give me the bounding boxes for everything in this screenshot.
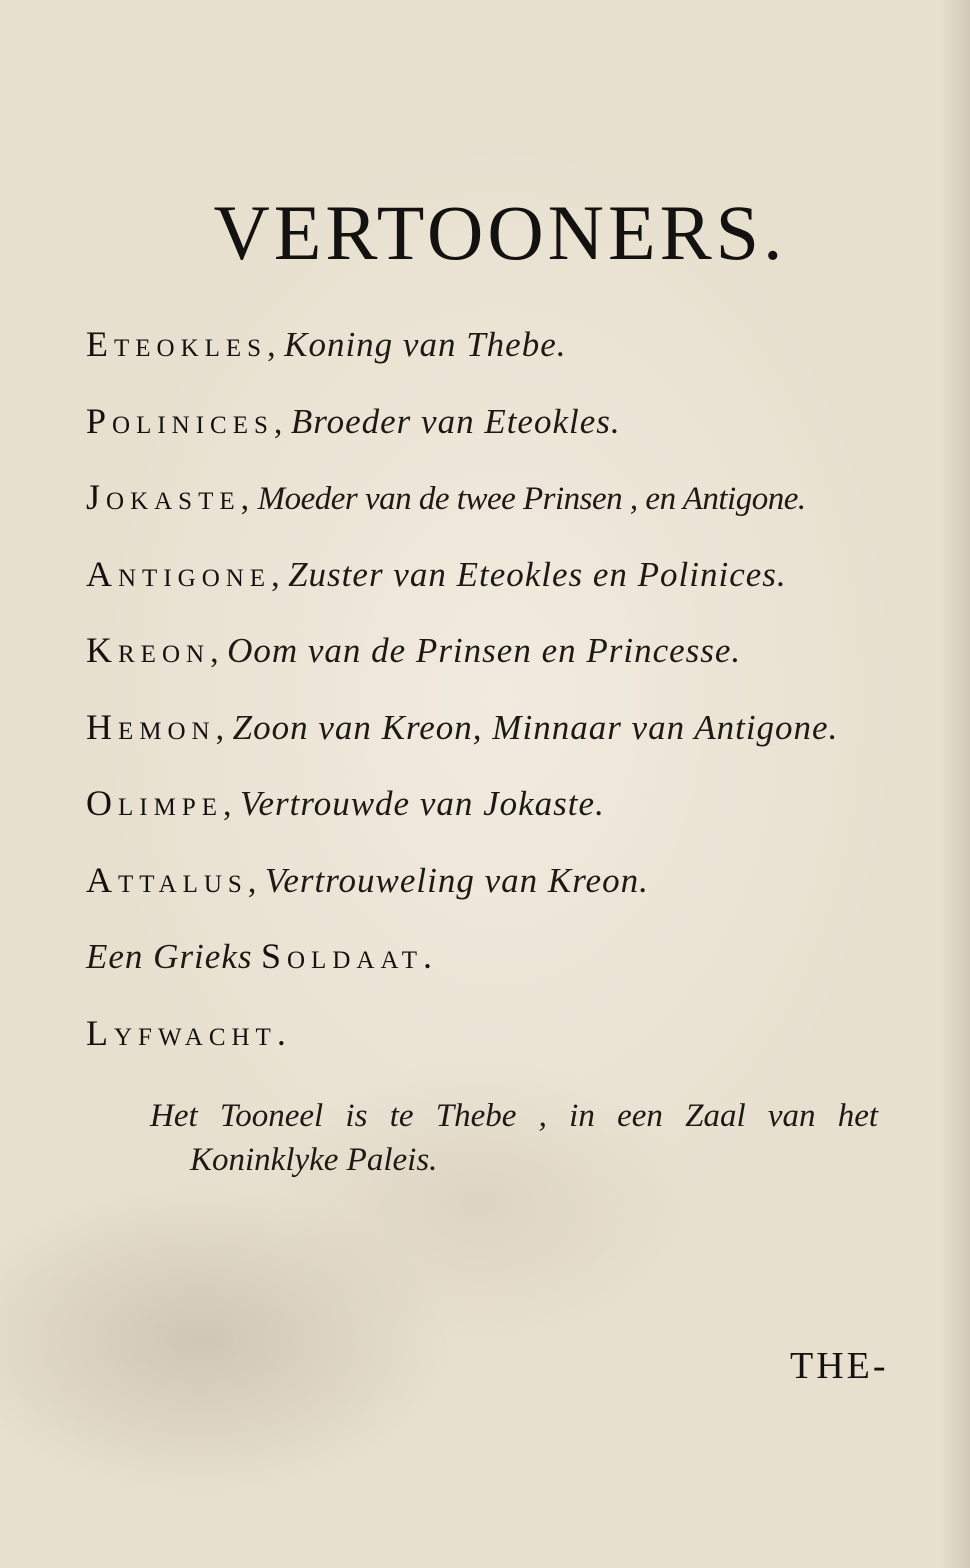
character-name: Kreon (86, 630, 211, 670)
scene-setting (150, 1094, 930, 1182)
character-name: Soldaat. (260, 936, 438, 976)
character-name: Attalus (86, 859, 248, 900)
character-role: Moeder van de twee Prinsen , en Antigone. (257, 481, 806, 517)
cast-entry (86, 1005, 966, 1082)
character-role: Broeder van Eteokles. (290, 401, 621, 441)
cast-entry (86, 928, 966, 1005)
character-role: Oom van de Prinsen en Princesse. (227, 631, 742, 670)
cast-entry: Attalus, Vertrouweling van Kreon. (86, 859, 649, 900)
character-name: Polinices (86, 400, 274, 441)
character-name: Hemon (86, 706, 216, 747)
cast-entry: Olimpe, Vertrouwde van Jokaste. (86, 783, 605, 823)
character-name: Eteokles (86, 324, 268, 364)
character-role: Zoon van Kreon, Minnaar van Antigone. (232, 707, 839, 747)
scene-line: Koninklyke Paleis. (190, 1142, 438, 1178)
character-role: Zuster van Eteokles en Polinices. (288, 554, 787, 594)
character-name: Antigone (86, 553, 272, 594)
character-name: Olimpe (86, 783, 223, 823)
cast-entry: Polinices, Broeder van Eteokles. (86, 400, 621, 441)
scene-line: Het Tooneel is te Thebe , in een Zaal van het (150, 1098, 879, 1134)
cast-entry: Kreon, Oom van de Prinsen en Princesse. (86, 630, 742, 670)
cast-list (86, 316, 966, 1081)
catchword: THE- (790, 1345, 889, 1387)
character-name: Jokaste (86, 477, 241, 517)
character-name: Lyfwacht. (86, 1012, 292, 1053)
cast-entry: Eteokles, Koning van Thebe. (86, 324, 567, 364)
cast-entry: Antigone, Zuster van Eteokles en Polinices. (86, 553, 787, 594)
character-role: Koning van Thebe. (284, 325, 567, 364)
soldier-prefix: Een Grieks (86, 937, 253, 976)
character-role: Vertrouwde van Jokaste. (240, 784, 605, 823)
character-role: Vertrouweling van Kreon. (264, 860, 649, 900)
cast-entry: Jokaste, Moeder van de twee Prinsen , en Antigone. (86, 477, 806, 517)
cast-entry: Hemon, Zoon van Kreon, Minnaar van Antigone. (86, 706, 839, 747)
page-title: VERTOONERS. (213, 189, 787, 276)
